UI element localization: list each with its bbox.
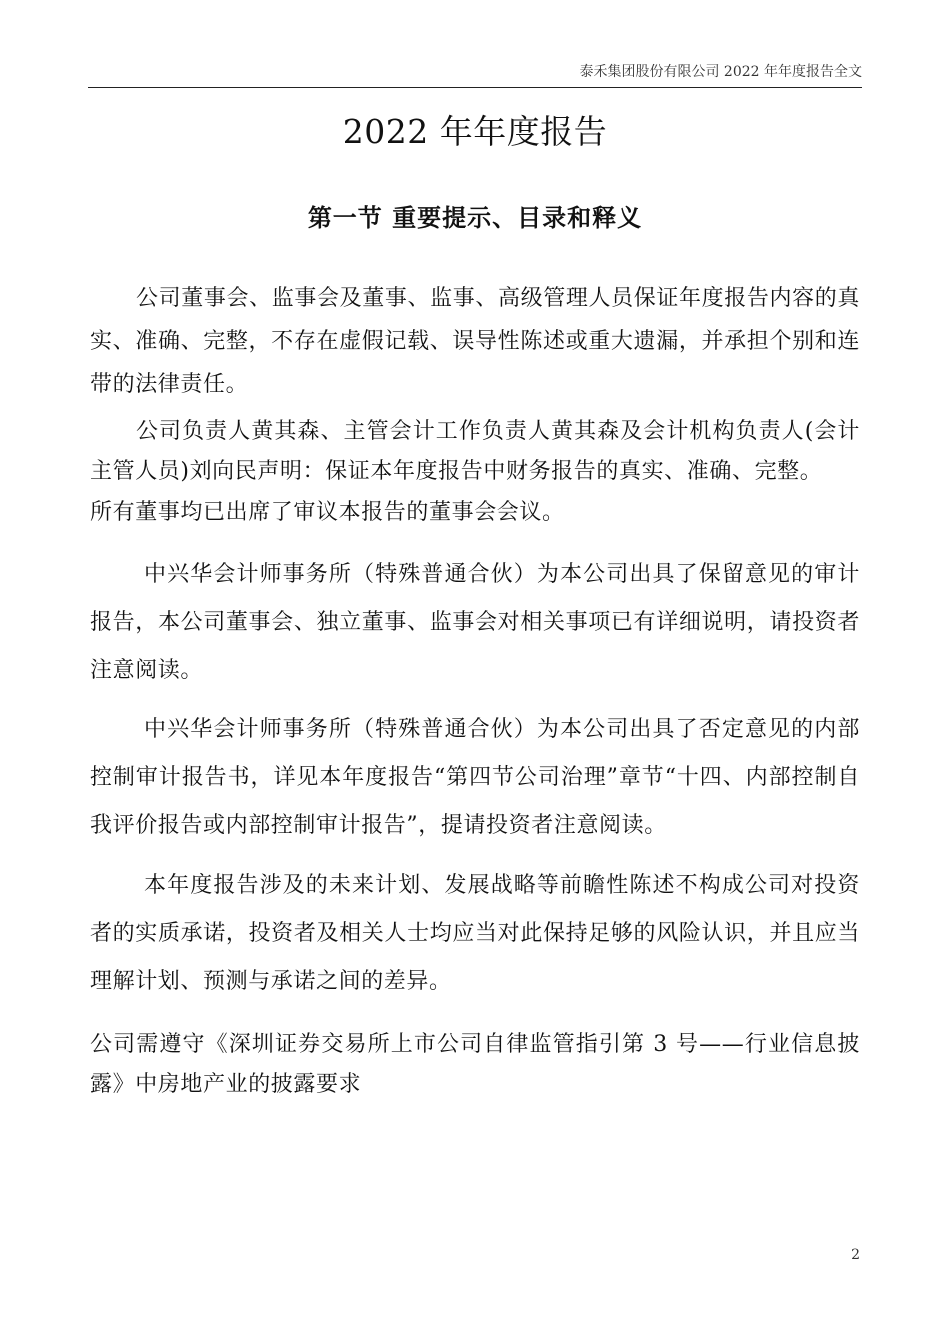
paragraph-board-assurance: 公司董事会、监事会及董事、监事、高级管理人员保证年度报告内容的真实、准确、完整，不存在虚假记载、误导性陈述或重大遗漏，并承担个别和连带的法律责任。 xyxy=(90,286,860,397)
paragraph-responsible-persons-statement: 公司负责人黄其森、主管会计工作负责人黄其森及会计机构负责人(会计主管人员)刘向民声明：保证本年度报告中财务报告的真实、准确、完整。 xyxy=(90,419,860,484)
paragraph-internal-control-adverse-opinion: 中兴华会计师事务所（特殊普通合伙）为本公司出具了否定意见的内部控制审计报告书，详见本年度报告“第四节公司治理”章节“十四、内部控制自我评价报告或内部控制审计报告”，提请投资者注意阅读。 xyxy=(90,717,860,838)
paragraph-directors-attendance: 所有董事均已出席了审议本报告的董事会会议。 xyxy=(90,500,565,525)
section-title: 第一节 重要提示、目录和释义 xyxy=(307,203,643,232)
report-title: 2022 年年度报告 xyxy=(342,112,608,151)
paragraph-forward-looking-statement: 本年度报告涉及的未来计划、发展战略等前瞻性陈述不构成公司对投资者的实质承诺，投资者及相关人士均应当对此保持足够的风险认识，并且应当理解计划、预测与承诺之间的差异。 xyxy=(90,873,860,994)
running-header: 泰禾集团股份有限公司 2022 年年度报告全文 xyxy=(579,64,862,80)
paragraph-disclosure-requirements: 公司需遵守《深圳证券交易所上市公司自律监管指引第 3 号——行业信息披露》中房地产业的披露要求 xyxy=(90,1032,860,1097)
paragraph-qualified-audit-opinion: 中兴华会计师事务所（特殊普通合伙）为本公司出具了保留意见的审计报告，本公司董事会、独立董事、监事会对相关事项已有详细说明，请投资者注意阅读。 xyxy=(90,562,860,683)
page-number: 2 xyxy=(851,1247,860,1263)
header-divider xyxy=(88,87,862,88)
